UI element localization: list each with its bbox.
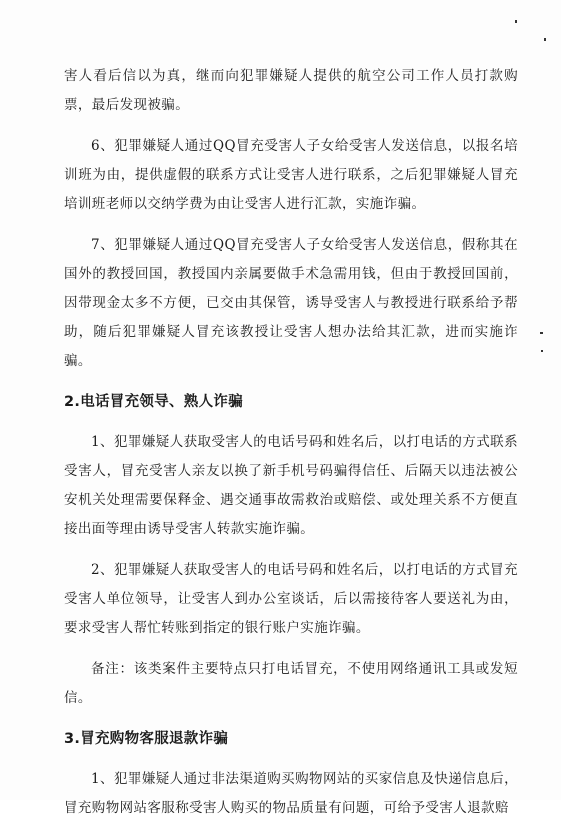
paragraph-3-1: 1、犯罪嫌疑人通过非法渠道购买购物网站的买家信息及快递信息后，冒充购物网站客服称受害人购买的物品质量有问题，可给予受害人退款赔 bbox=[64, 771, 518, 816]
paragraph-2-1: 1、犯罪嫌疑人获取受害人的电话号码和姓名后，以打电话的方式联系受害人，冒充受害人亲友以换了新手机号码骗得信任、后隔天以违法被公安机关处理需要保释金、遇交通事故需救治或赔偿、或处理关系不方便直接出面等理由诱导受害人转款实施诈骗。 bbox=[64, 434, 518, 537]
section-heading-2: 2.电话冒充领导、熟人诈骗 bbox=[64, 394, 243, 410]
paragraph-continuation: 害人看后信以为真，继而向犯罪嫌疑人提供的航空公司工作人员打款购票，最后发现被骗。 bbox=[64, 68, 518, 113]
scan-mark bbox=[541, 350, 543, 352]
document-body bbox=[64, 62, 518, 835]
paragraph-item-7: 7、犯罪嫌疑人通过QQ冒充受害人子女给受害人发送信息，假称其在国外的教授回国，教授国内亲属要做手术急需用钱，但由于教授回国前，因带现金太多不方便，已交由其保管，诱导受害人与教授进行联系给予帮助，随后犯罪嫌疑人冒充该教授让受害人想办法给其汇款，进而实施诈骗。 bbox=[64, 237, 518, 369]
paragraph-item-6: 6、犯罪嫌疑人通过QQ冒充受害人子女给受害人发送信息，以报名培训班为由，提供虚假的联系方式让受害人进行联系，之后犯罪嫌疑人冒充培训班老师以交纳学费为由让受害人进行汇款，实施诈骗。 bbox=[64, 138, 518, 212]
scan-mark bbox=[540, 332, 543, 334]
scan-mark bbox=[544, 38, 546, 41]
paragraph-note: 备注：该类案件主要特点只打电话冒充，不使用网络通讯工具或发短信。 bbox=[64, 661, 518, 706]
paragraph-2-2: 2、犯罪嫌疑人获取受害人的电话号码和姓名后，以打电话的方式冒充受害人单位领导，让受害人到办公室谈话，后以需接待客人要送礼为由，要求受害人帮忙转账到指定的银行账户实施诈骗。 bbox=[64, 562, 518, 636]
section-heading-3: 3.冒充购物客服退款诈骗 bbox=[64, 731, 229, 747]
scan-mark bbox=[515, 20, 517, 23]
